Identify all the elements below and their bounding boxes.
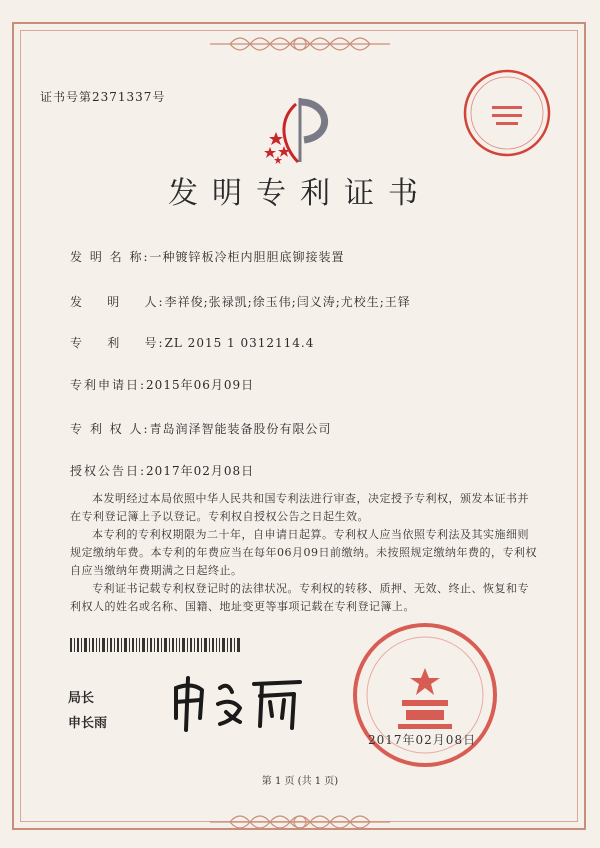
grant-date-value: 2017年02月08日 xyxy=(146,464,255,478)
patent-no-row xyxy=(70,334,314,351)
barcode-icon xyxy=(70,638,240,652)
patentee-label: 专 利 权 人: xyxy=(70,422,150,436)
patentee-row xyxy=(70,420,332,437)
signatory-name: 申长雨 xyxy=(68,716,108,731)
agency-seal-icon xyxy=(462,68,552,158)
inventors-row xyxy=(70,293,411,310)
certificate-body xyxy=(70,490,538,616)
grant-date-row xyxy=(70,462,254,479)
filing-date-label: 专利申请日: xyxy=(70,378,147,392)
invention-name-row xyxy=(70,248,345,265)
top-ornament-icon xyxy=(210,30,390,58)
invention-name-value: 一种镀锌板冷柜内胆胆底铆接装置 xyxy=(149,250,345,264)
signatory-title: 局长 xyxy=(68,691,95,706)
grant-date-label: 授权公告日: xyxy=(70,464,147,478)
certificate-number: 证书号第2371337号 xyxy=(40,90,166,104)
filing-date-row xyxy=(70,376,254,393)
invention-name-label: 发 明 名 称: xyxy=(70,250,150,264)
body-paragraph-3: 专利证书记载专利权登记时的法律状况。专利权的转移、质押、无效、终止、恢复和专利权人的姓名或名称、国籍、地址变更等事项记载在专利登记簿上。 xyxy=(70,582,529,613)
patent-office-logo-icon xyxy=(258,92,342,172)
page-number: 第 1 页 (共 1 页) xyxy=(261,776,339,787)
inventors-label: 发 明 人: xyxy=(70,295,165,309)
filing-date-value: 2015年06月09日 xyxy=(146,378,255,392)
body-paragraph-2: 本专利的专利权期限为二十年，自申请日起算。专利权人应当依照专利法及其实施细则规定缴纳年费。本专利的年费应当在每年06月09日前缴纳。未按照规定缴纳年费的，专利权自应当缴纳年费期满之日起终止。 xyxy=(70,528,537,577)
page-title: 发明专利证书 xyxy=(168,176,432,211)
seal-date: 2017年02月08日 xyxy=(368,733,477,747)
inventors-value: 李祥俊;张禄凯;徐玉伟;闫义涛;尤校生;王铎 xyxy=(164,295,411,309)
patent-no-label: 专 利 号: xyxy=(70,336,165,350)
body-paragraph-1: 本发明经过本局依照中华人民共和国专利法进行审查，决定授予专利权，颁发本证书并在专利登记簿上予以登记。专利权自授权公告之日起生效。 xyxy=(70,492,529,523)
bottom-ornament-icon xyxy=(210,808,390,836)
patent-no-value: ZL 2015 1 0312114.4 xyxy=(164,336,315,350)
patentee-value: 青岛润泽智能装备股份有限公司 xyxy=(149,422,332,436)
handwritten-signature-icon xyxy=(162,668,312,738)
